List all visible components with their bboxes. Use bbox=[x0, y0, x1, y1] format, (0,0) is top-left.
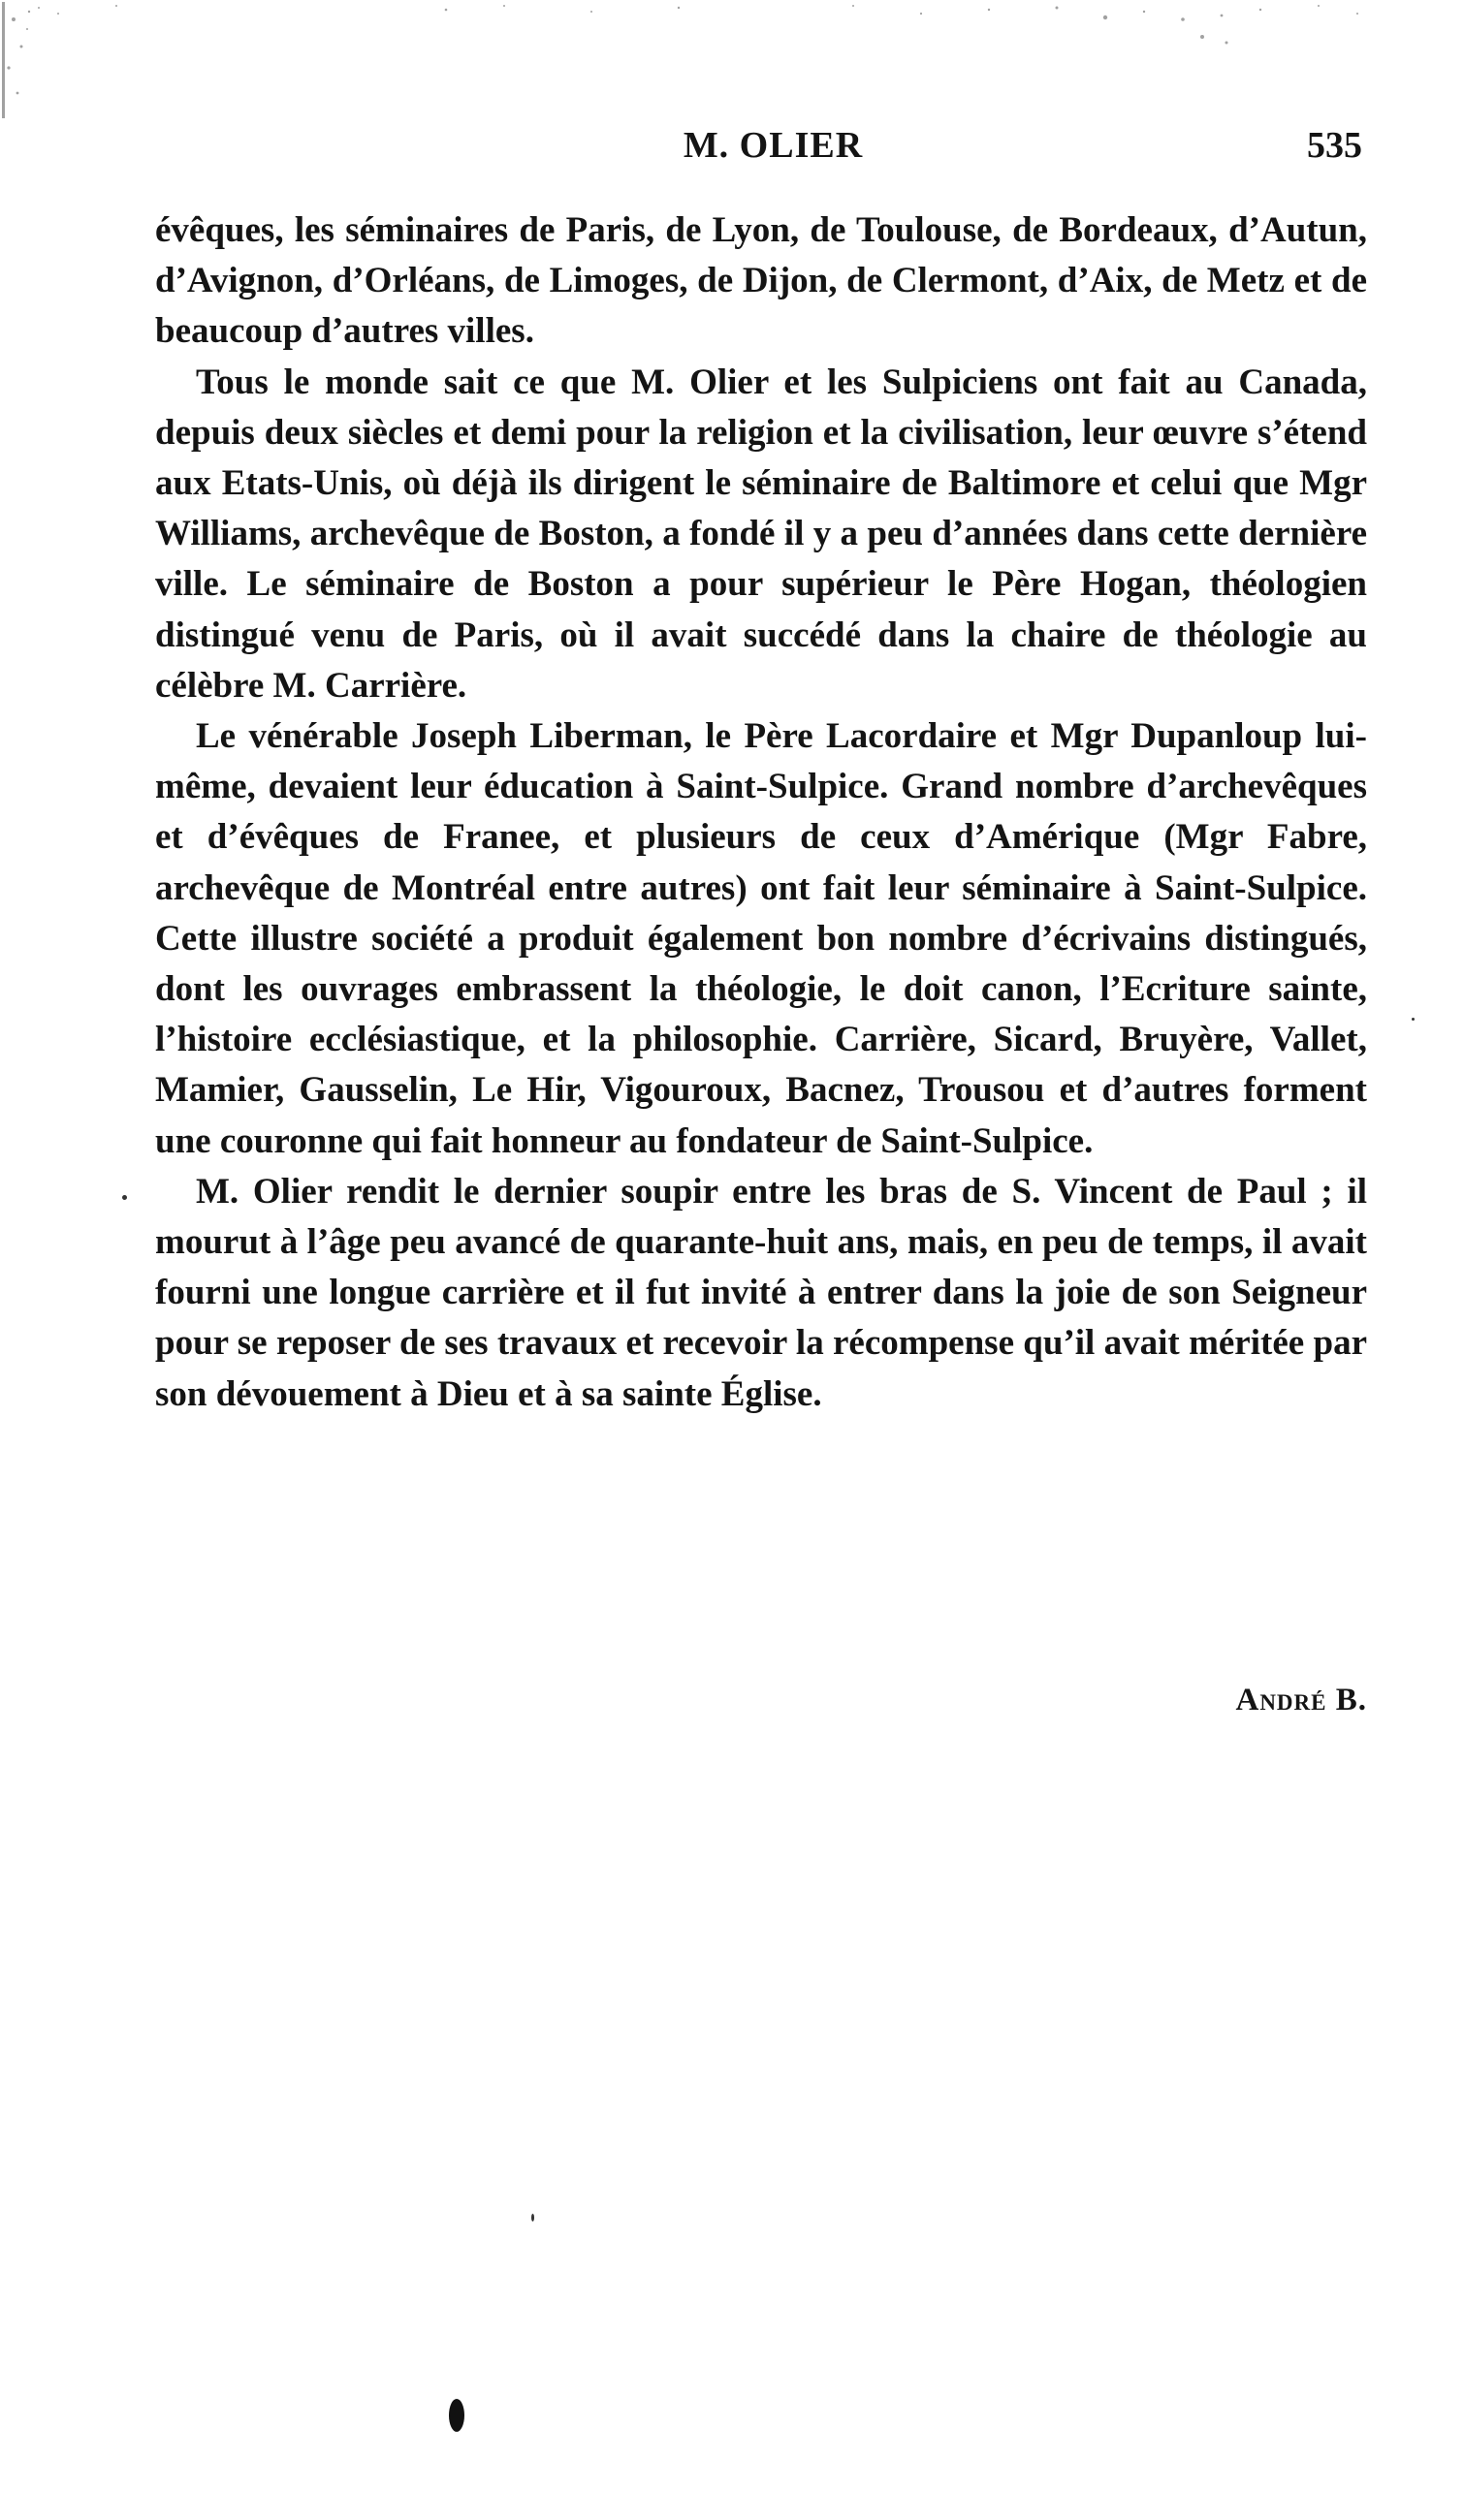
page-number: 535 bbox=[1307, 125, 1362, 166]
body-text bbox=[155, 205, 1367, 1420]
running-title: M. OLIER bbox=[683, 125, 864, 166]
stray-mark bbox=[531, 2214, 534, 2221]
paragraph-2: Tous le monde sait ce que M. Olier et les Sulpiciens ont fait au Canada, depuis deux siècles et demi pour la religion et la civilisation, leur œuvre s’étend aux Etats-Unis, où déjà ils dirigent le séminaire de Baltimore et celui que Mgr Williams, archevêque de Boston, a fondé il y a peu d’années dans cette dernière ville. Le séminaire de Boston a pour supérieur le Père Hogan, théologien distingué venu de Paris, où il avait succédé dans la chaire de théologie au célèbre M. Carrière. bbox=[155, 362, 1367, 706]
paragraph-1: évêques, les séminaires de Paris, de Lyon, de Toulouse, de Bordeaux, d’Autun, d’Avignon, d’Orléans, de Limoges, de Dijon, de Clermont, d’Aix, de Metz et de beaucoup d’autres villes. bbox=[155, 210, 1367, 352]
running-head bbox=[145, 124, 1362, 173]
margin-dot-right bbox=[1412, 1018, 1415, 1021]
margin-dot-left bbox=[122, 1195, 127, 1200]
ink-blot bbox=[449, 2399, 464, 2432]
paragraph-3: Le vénérable Joseph Liberman, le Père Lacordaire et Mgr Dupanloup lui-même, devaient leur éducation à Saint-Sulpice. Grand nombre d’archevêques et d’évêques de Franee, et plusieurs de ceux d’Amérique (Mgr Fabre, archevêque de Montréal entre autres) ont fait leur séminaire à Saint-Sulpice. Cette illustre société a produit également bon nombre d’écrivains distingués, dont les ouvrages embrassent la théologie, le doit canon, l’Ecriture sainte, l’histoire ecclésiastique, et la philosophie. Carrière, Sicard, Bruyère, Vallet, Mamier, Gausselin, Le Hir, Vigouroux, Bacnez, Trousou et d’autres forment une couronne qui fait honneur au fondateur de Saint-Sulpice. bbox=[155, 716, 1367, 1161]
author-signature: André B. bbox=[1235, 1683, 1367, 1717]
paragraph-4: M. Olier rendit le dernier soupir entre les bras de S. Vincent de Paul ; il mourut à l’âge peu avancé de quarante-huit ans, mais, en peu de temps, il avait fourni une longue carrière et il fut invité à entrer dans la joie de son Seigneur pour se reposer de ses travaux et recevoir la récompense qu’il avait méritée par son dévouement à Dieu et à sa sainte Église. bbox=[155, 1171, 1367, 1414]
